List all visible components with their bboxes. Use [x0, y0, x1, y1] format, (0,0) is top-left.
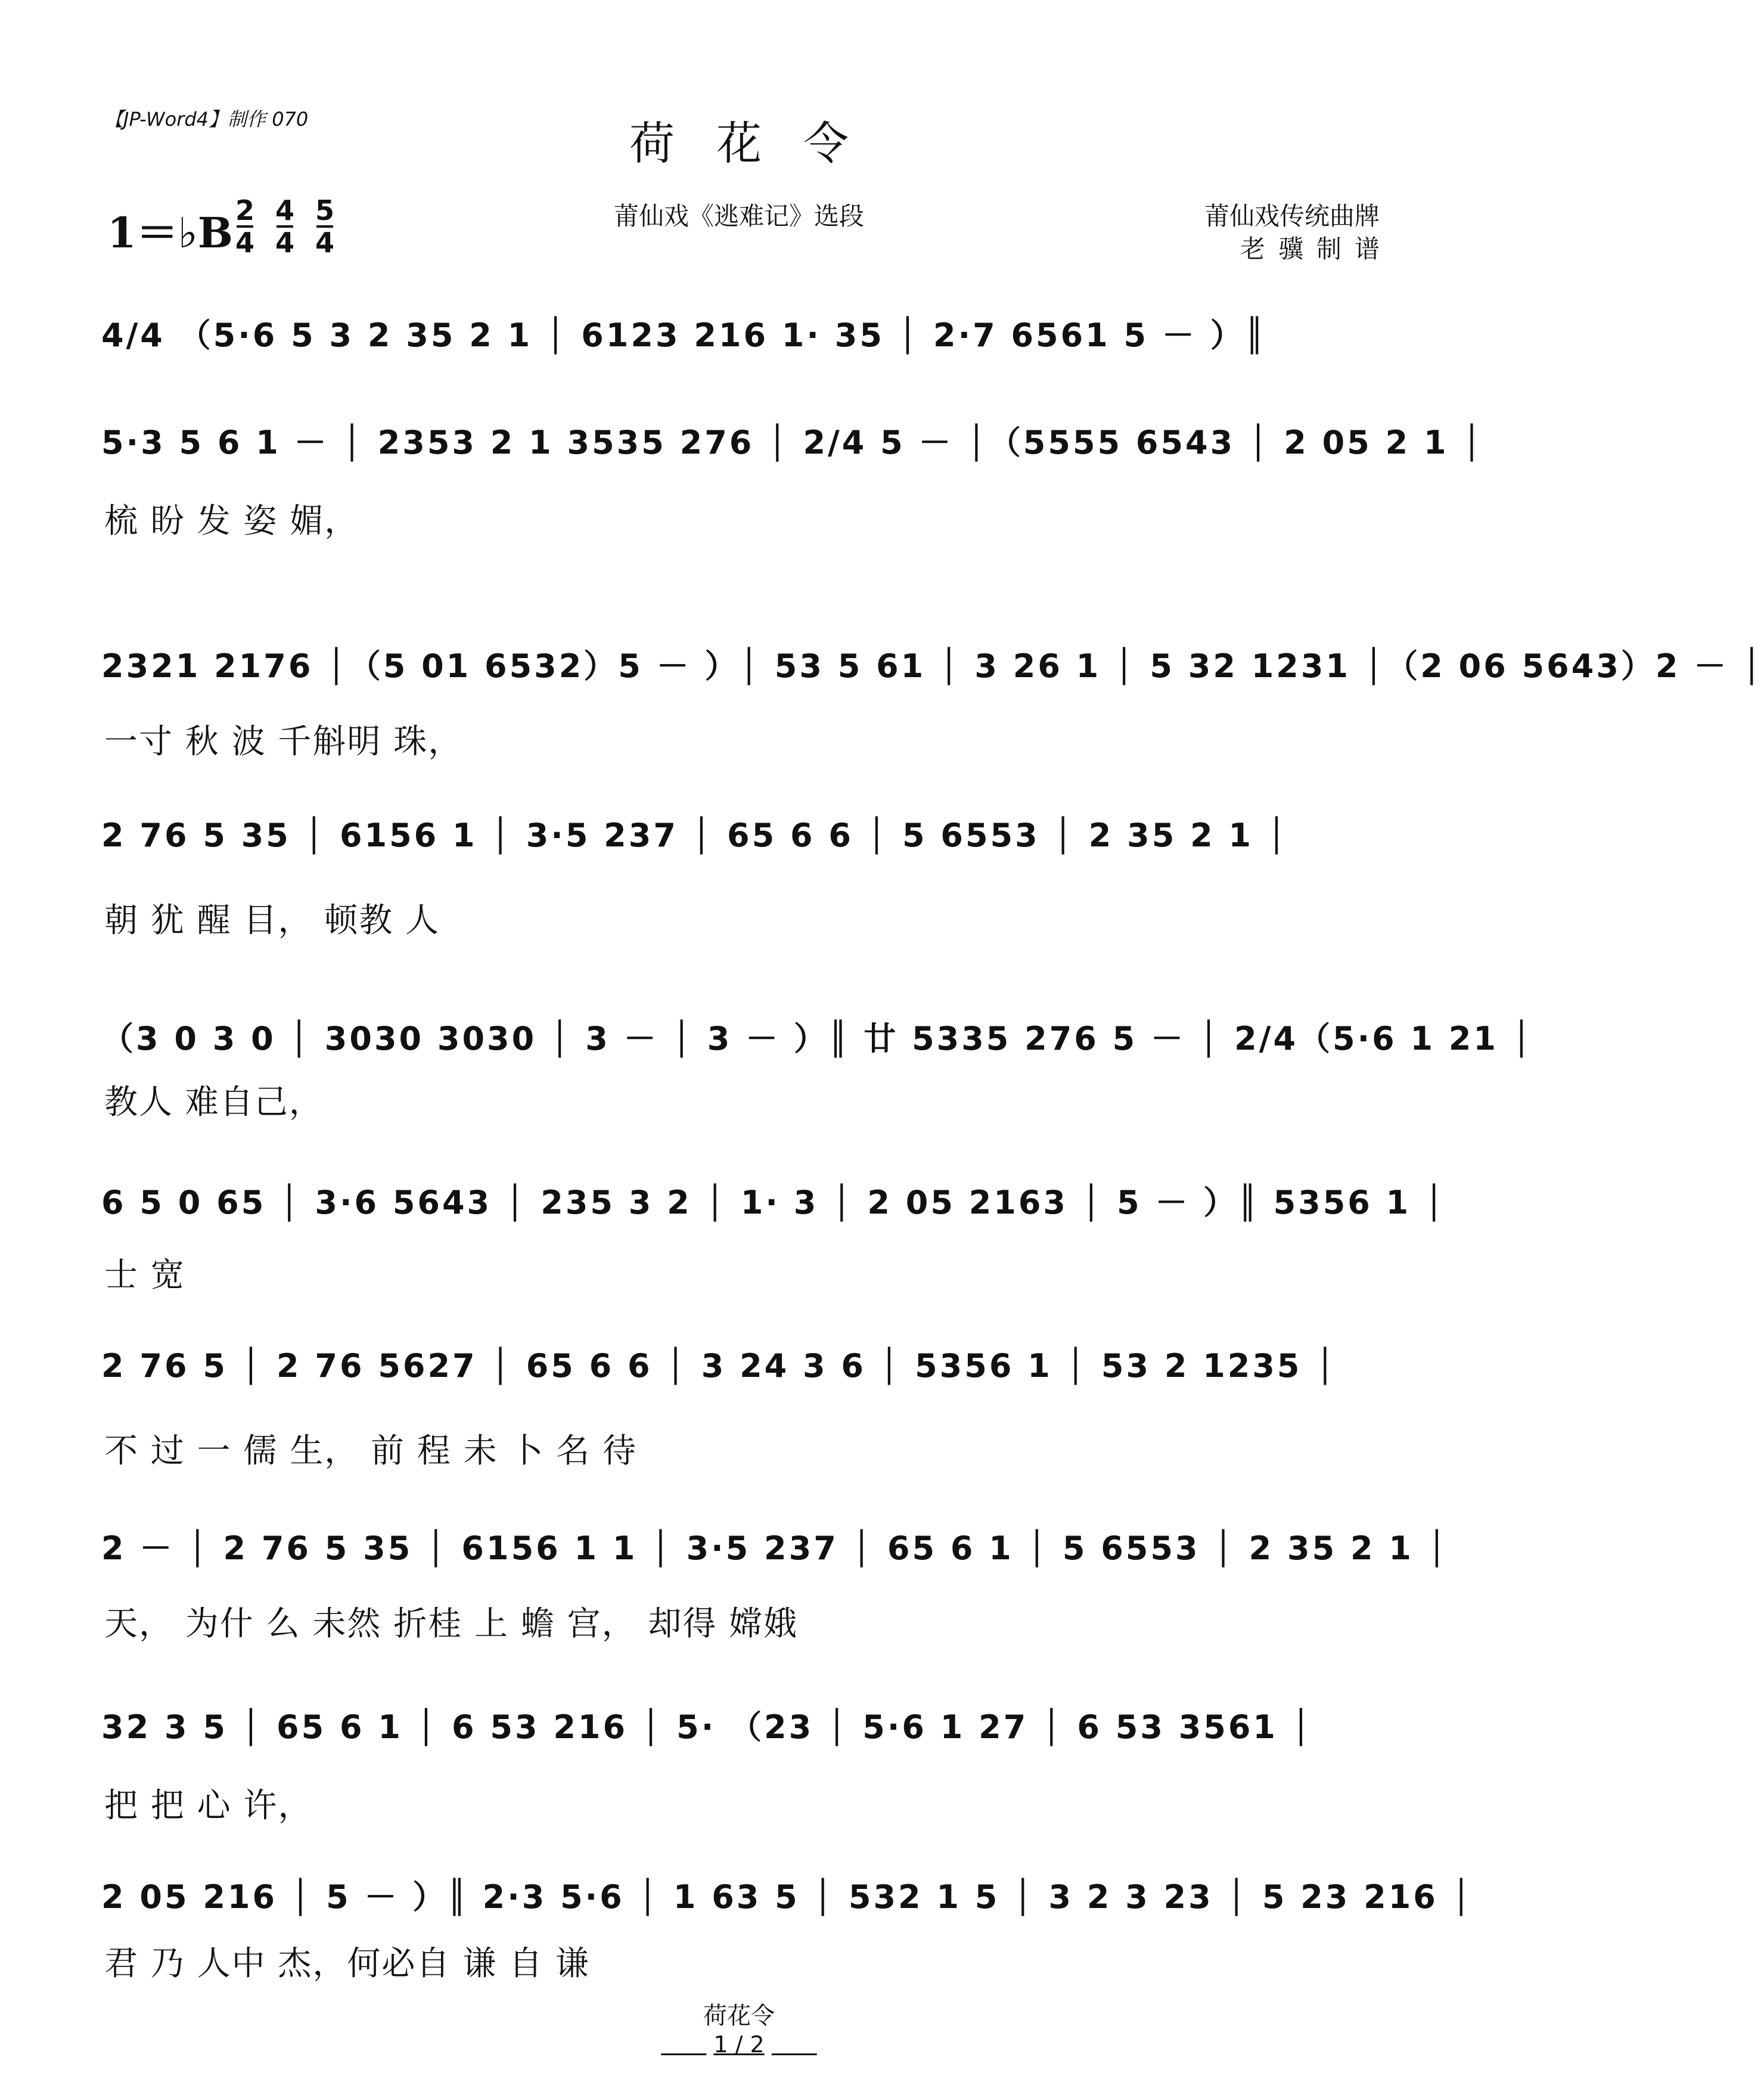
lyric-line-10: 君 乃 人中 杰，何必自 谦 自 谦	[104, 1944, 590, 1983]
lyric-line-3: 一寸 秋 波 千斛明 珠，	[104, 722, 463, 761]
lyric-line-8: 天， 为什 么 未然 折桂 上 蟾 宫， 却得 嫦娥	[104, 1605, 799, 1643]
lyric-line-6: 士 宽	[104, 1256, 185, 1295]
page-number	[0, 2031, 1478, 2058]
score-line-10: 2 05 216 │ 5 － ）║ 2·3 5·6 │ 1 63 5 │ 532 1 5 │ 3 2 3 23 │ 5 23 216 │	[101, 1878, 1474, 1916]
lyric-line-5: 教人 难自己，	[104, 1083, 324, 1122]
score-line-6: 6 5 0 65 │ 3·6 5643 │ 235 3 2 │ 1· 3 │ 2 05 2163 │ 5 － ）║ 5356 1 │	[101, 1184, 1446, 1221]
score-line-1: 4/4 （5·6 5 3 2 35 2 1 │ 6123 216 1· 35 │ 2·7 6561 5 － ）║	[101, 317, 1267, 354]
credit-source: 莆仙戏传统曲牌	[1204, 201, 1380, 231]
time-signature-2: 4 4	[275, 194, 295, 259]
key-signature: 1＝♭B	[107, 208, 233, 258]
lyric-line-9: 把 把 心 许，	[104, 1786, 313, 1825]
score-line-4: 2 76 5 35 │ 6156 1 │ 3·5 237 │ 65 6 6 │ 5 6553 │ 2 35 2 1 │	[101, 817, 1289, 854]
credit-arranger: 老骥制谱	[1240, 234, 1393, 263]
score-line-5: （3 0 3 0 │ 3030 3030 │ 3 － │ 3 － ）║ 廿 5335 276 5 － │ 2/4（5·6 1 21 │	[101, 1020, 1534, 1057]
subtitle: 莆仙戏《逃难记》选段	[613, 201, 864, 231]
score-line-3: 2321 2176 │（5 01 6532）5 － ）│ 53 5 61 │ 3 26 1 │ 5 32 1231 │（2 06 5643）2 － │	[101, 647, 1764, 685]
lyric-line-7: 不 过 一 儒 生， 前 程 未 卜 名 待	[104, 1432, 638, 1470]
time-signature-1: 2 4	[235, 194, 255, 259]
score-line-7: 2 76 5 │ 2 76 5627 │ 65 6 6 │ 3 24 3 6 │ 5356 1 │ 53 2 1235 │	[101, 1347, 1337, 1385]
score-line-8: 2 － │ 2 76 5 35 │ 6156 1 1 │ 3·5 237 │ 65 6 1 │ 5 6553 │ 2 35 2 1 │	[101, 1530, 1449, 1567]
score-line-9: 32 3 5 │ 65 6 1 │ 6 53 216 │ 5· （23 │ 5·6 1 27 │ 6 53 3561 │	[101, 1708, 1313, 1746]
footer-title: 荷花令	[703, 2002, 775, 2030]
lyric-line-2: 梳 盼 发 姿 媚，	[104, 502, 359, 541]
lyric-line-4: 朝 犹 醒 目， 顿教 人	[104, 901, 440, 940]
page-title: 荷花令	[629, 117, 890, 170]
maker-credit: 【JP-Word4】制作 070	[104, 108, 309, 131]
page-number-text: 1 / 2	[713, 2031, 765, 2058]
score-line-2: 5·3 5 6 1 － │ 2353 2 1 3535 276 │ 2/4 5 － │（5555 6543 │ 2 05 2 1 │	[101, 424, 1484, 461]
time-signature-3: 5 4	[315, 194, 335, 259]
